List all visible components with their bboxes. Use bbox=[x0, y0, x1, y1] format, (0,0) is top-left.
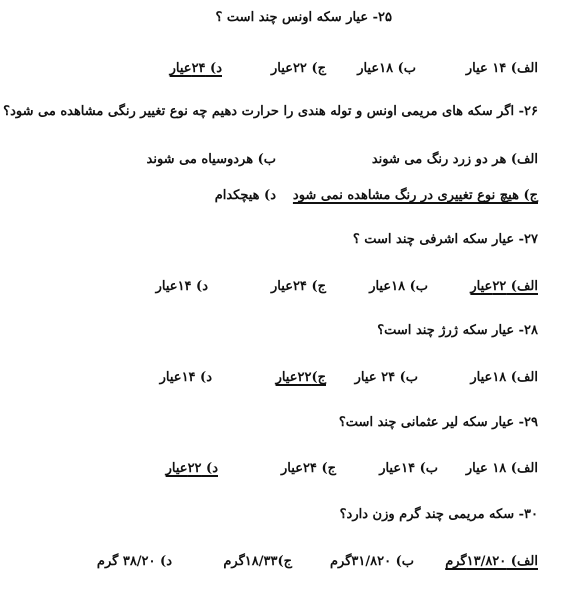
question-28-option-a: الف) ۱۸عیار bbox=[470, 370, 538, 385]
question-28-option-d: د) ۱۴عیار bbox=[159, 370, 212, 385]
question-28-text: ۲۸- عیار سکه ژرژ چند است؟ bbox=[377, 323, 538, 338]
question-29-option-d: د) ۲۲عیار bbox=[165, 461, 218, 476]
question-26-text: ۲۶- اگر سکه های مریمی اونس و توله هندی را حرارت دهیم چه نوع تغییر رنگی مشاهده می شود؟ bbox=[3, 104, 538, 119]
question-30-option-d: د) ۳۸/۲۰ گرم bbox=[96, 554, 172, 569]
question-27-option-a: الف) ۲۲عیار bbox=[470, 279, 538, 294]
question-27-text: ۲۷- عیار سکه اشرفی چند است ؟ bbox=[352, 232, 538, 247]
question-26-option-a: الف) هر دو زرد رنگ می شوند bbox=[371, 152, 538, 167]
question-26-option-d: د) هیچکدام bbox=[214, 188, 276, 203]
question-25-option-d: د) ۲۴عیار bbox=[169, 61, 222, 76]
question-27-option-d: د) ۱۴عیار bbox=[155, 279, 208, 294]
question-25-option-b: ب) ۱۸عیار bbox=[357, 61, 416, 76]
question-29-option-b: ب) ۱۴عیار bbox=[379, 461, 438, 476]
question-30-option-b: ب) ۳۱/۸۲۰گرم bbox=[329, 554, 414, 569]
question-30-option-a: الف) ۱۳/۸۲۰گرم bbox=[445, 554, 538, 569]
question-27-option-b: ب) ۱۸عیار bbox=[369, 279, 428, 294]
question-27-option-c: ج) ۲۴عیار bbox=[271, 279, 326, 294]
question-26-option-b: ب) هردوسیاه می شوند bbox=[146, 152, 276, 167]
question-30-text: ۳۰- سکه مریمی چند گرم وزن دارد؟ bbox=[339, 507, 538, 522]
question-25-option-c: ج) ۲۲عیار bbox=[271, 61, 326, 76]
question-26-option-c: ج) هیچ نوع تغییری در رنگ مشاهده نمی شود bbox=[292, 188, 538, 203]
question-25-text: ۲۵- عیار سکه اونس چند است ؟ bbox=[215, 10, 392, 25]
question-29-text: ۲۹- عیار سکه لیر عثمانی چند است؟ bbox=[338, 415, 538, 430]
question-29-option-a: الف) ۱۸ عیار bbox=[465, 461, 538, 476]
question-25-option-a: الف) ۱۴ عیار bbox=[465, 61, 538, 76]
question-28-option-b: ب) ۲۴ عیار bbox=[354, 370, 418, 385]
question-30-option-c: ج)۱۸/۳۳گرم bbox=[223, 554, 292, 569]
question-28-option-c: ج)۲۲عیار bbox=[275, 370, 326, 385]
question-29-option-c: ج) ۲۴عیار bbox=[281, 461, 336, 476]
